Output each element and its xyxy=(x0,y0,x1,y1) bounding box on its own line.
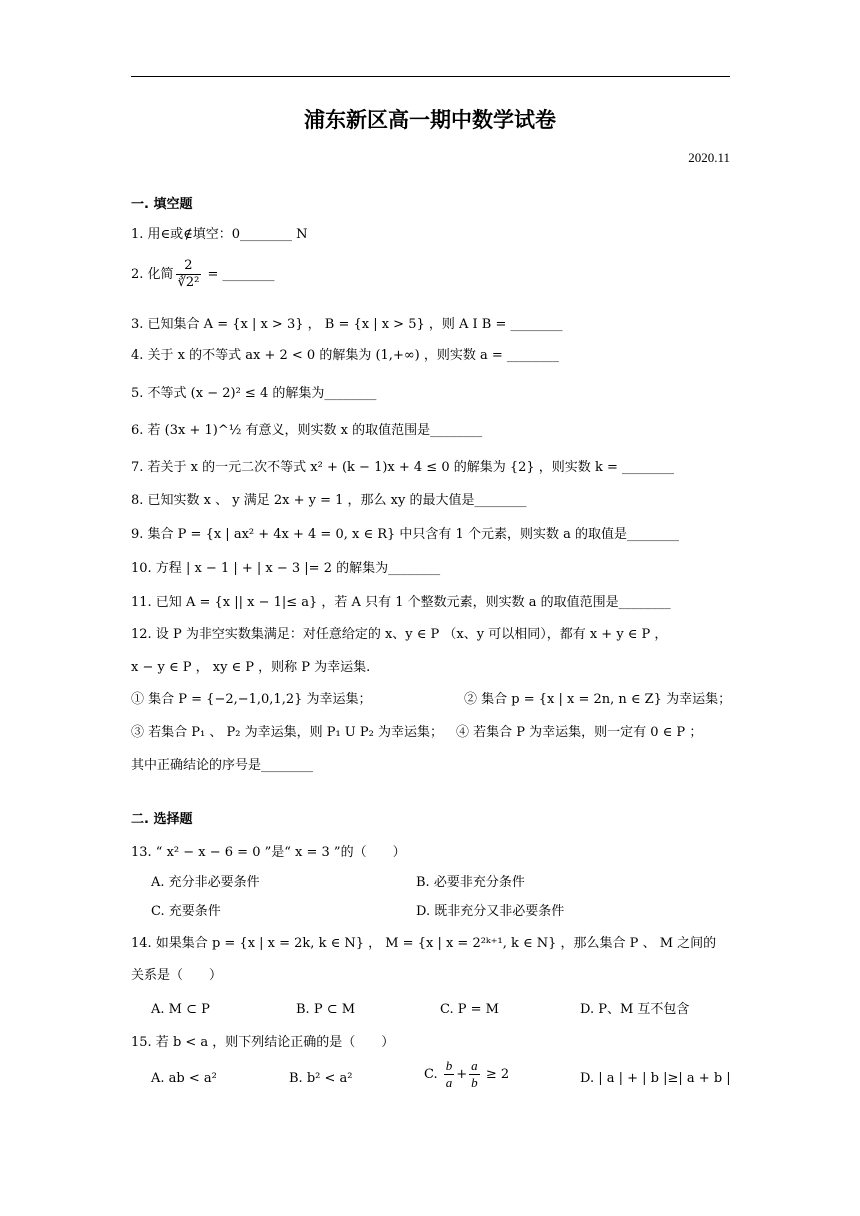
question-9: 9. 集合 P = {x | ax² + 4x + 4 = 0, x ∈ R} 中只含有 1 个元素，则实数 a 的取值是________ xyxy=(131,527,679,542)
question-5: 5. 不等式 (x − 2)² ≤ 4 的解集为________ xyxy=(131,386,377,401)
question-12-option-2: ② 集合 p = {x | x = 2n, n ∈ Z} 为幸运集； xyxy=(464,692,732,707)
fraction-2-numerator: a xyxy=(471,1058,478,1073)
fraction-1-denominator: a xyxy=(445,1075,453,1090)
question-8: 8. 已知实数 x 、 y 满足 2x + y = 1 ，那么 xy 的最大值是________ xyxy=(131,493,527,508)
question-12-line-1: 12. 设 P 为非空实数集满足：对任意给定的 x、y ∈ P （x、y 可以相同），都有 x + y ∈ P ， xyxy=(131,627,668,642)
exam-date: 2020.11 xyxy=(688,150,730,165)
question-15-option-c-fraction-2 xyxy=(469,1058,480,1091)
question-15-option-c-label: C. xyxy=(424,1067,438,1082)
question-12-option-1: ① 集合 P = {−2,−1,0,1,2} 为幸运集； xyxy=(131,692,372,707)
question-10: 10. 方程 | x − 1 | + | x − 3 |= 2 的解集为________ xyxy=(131,561,441,576)
question-2-fraction xyxy=(176,258,202,291)
section-fill-in-heading: 一. 填空题 xyxy=(131,197,193,212)
question-14-option-a: A. M ⊂ P xyxy=(151,1002,210,1017)
header-rule xyxy=(131,76,730,77)
question-2-denominator: ∛2² xyxy=(177,275,200,290)
question-12-option-4: ④ 若集合 P 为幸运集，则一定有 0 ∈ P ； xyxy=(456,725,703,740)
question-12-line-2: x − y ∈ P ， xy ∈ P ，则称 P 为幸运集. xyxy=(131,660,371,675)
question-13: 13. “ x² − x − 6 = 0 ”是“ x = 3 ”的（ ） xyxy=(131,845,406,860)
question-15-option-d: D. | a | + | b |≥| a + b | xyxy=(580,1071,731,1086)
question-14-option-c: C. P = M xyxy=(440,1002,499,1017)
question-15: 15. 若 b < a ，则下列结论正确的是（ ） xyxy=(131,1035,395,1050)
question-15-option-c-suffix: ≥ 2 xyxy=(485,1067,510,1082)
question-15-option-c xyxy=(424,1058,509,1091)
question-15-option-c-fraction-1 xyxy=(444,1058,455,1091)
question-14-option-d: D. P、M 互不包含 xyxy=(580,1002,690,1017)
question-13-option-c: C. 充要条件 xyxy=(151,904,221,919)
question-15-option-b: B. b² < a² xyxy=(289,1071,353,1086)
fraction-1-numerator: b xyxy=(445,1058,453,1073)
question-2-numerator: 2 xyxy=(176,258,202,275)
question-15-option-a: A. ab < a² xyxy=(151,1071,217,1086)
question-13-option-a: A. 充分非必要条件 xyxy=(151,875,260,890)
question-12-answer-line: 其中正确结论的序号是________ xyxy=(131,758,314,773)
question-14-option-b: B. P ⊂ M xyxy=(296,1002,356,1017)
question-2-prefix: 2. 化简 xyxy=(131,267,174,282)
question-7: 7. 若关于 x 的一元二次不等式 x² + (k − 1)x + 4 ≤ 0 的解集为 {2} ，则实数 k = ________ xyxy=(131,460,674,475)
question-2-suffix: = ________ xyxy=(203,267,275,282)
section-choice-heading: 二. 选择题 xyxy=(131,812,193,827)
question-12-option-3: ③ 若集合 P₁ 、 P₂ 为幸运集，则 P₁ U P₂ 为幸运集； xyxy=(131,725,443,740)
question-14-line-2: 关系是（ ） xyxy=(131,968,223,983)
plus-sign: + xyxy=(456,1067,468,1082)
page-title: 浦东新区高一期中数学试卷 xyxy=(304,108,556,132)
question-3: 3. 已知集合 A = {x | x > 3} ， B = {x | x > 5} ，则 A I B = ________ xyxy=(131,317,563,332)
fraction-2-denominator: b xyxy=(471,1075,478,1090)
question-13-option-d: D. 既非充分又非必要条件 xyxy=(416,904,565,919)
question-2 xyxy=(131,258,275,291)
question-6: 6. 若 (3x + 1)^½ 有意义，则实数 x 的取值范围是________ xyxy=(131,423,483,438)
question-4: 4. 关于 x 的不等式 ax + 2 < 0 的解集为 (1,+∞) ，则实数 a = ________ xyxy=(131,348,559,363)
question-1: 1. 用∈或∉填空：0________ N xyxy=(131,227,308,242)
question-14-line-1: 14. 如果集合 p = {x | x = 2k, k ∈ N} ， M = {x | x = 2²ᵏ⁺¹, k ∈ N} ，那么集合 P 、 M 之间的 xyxy=(131,936,717,951)
question-11: 11. 已知 A = {x || x − 1|≤ a} ，若 A 只有 1 个整数元素，则实数 a 的取值范围是________ xyxy=(131,595,671,610)
question-13-option-b: B. 必要非充分条件 xyxy=(416,875,525,890)
